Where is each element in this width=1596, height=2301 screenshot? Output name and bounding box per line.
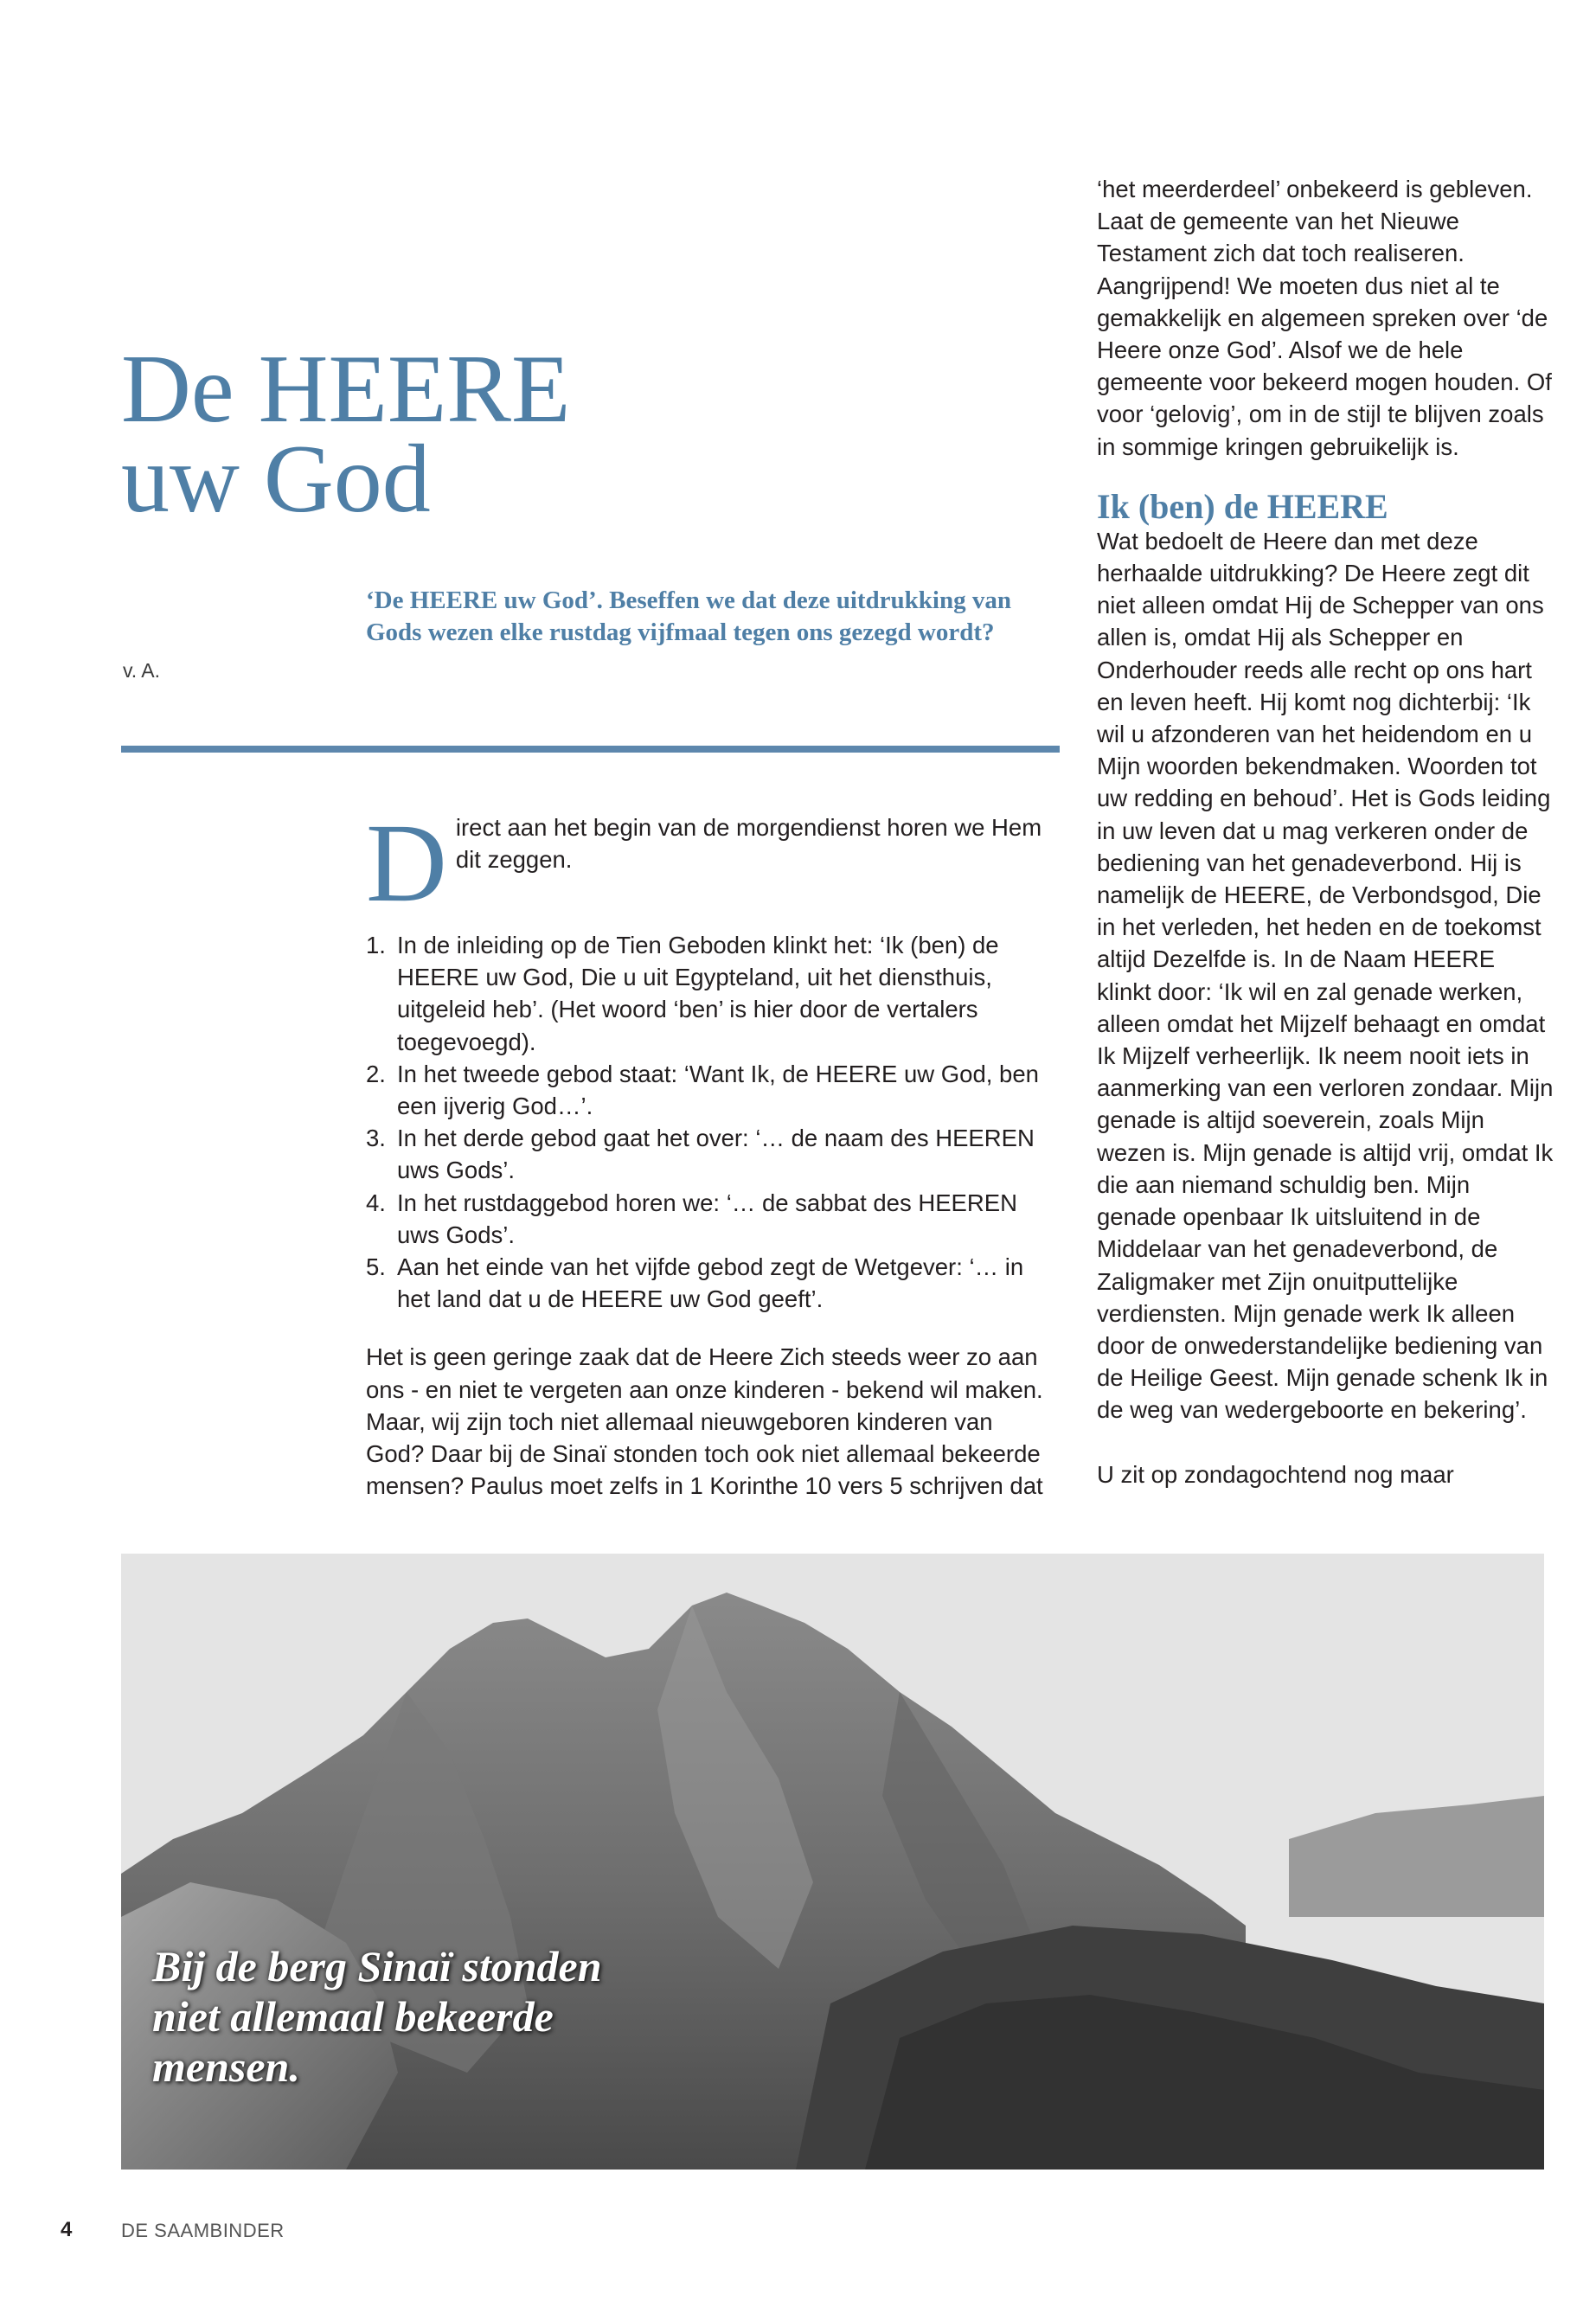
middle-column (366, 801, 1045, 1502)
article-title (121, 336, 727, 533)
list-item (366, 929, 1045, 1058)
list-item (366, 1122, 1045, 1186)
list-text: Aan het einde van het vijfde gebod zegt de Wetgever: ‘… in het land dat u de HEERE uw God geeft’. (397, 1253, 1024, 1313)
magazine-name: DE SAAMBINDER (121, 2220, 285, 2241)
body-paragraph: Wat bedoelt de Heere dan met deze herhaalde uitdrukking? De Heere zegt dit niet alleen omdat Hij de Schepper van ons allen is, omdat Hij als Schepper en Onderhouder reeds alle recht op ons hart en leven heeft. Hij komt nog dichterbij: ‘Ik wil u afzonderen van het heidendom en u Mijn woorden bekendmaken. Woorden tot uw redding en behoud’. Het is Gods leiding in uw leven dat u mag verkeren onder de bediening van het genadeverbond. Hij is namelijk de HEERE, de Verbondsgod, Die in het verleden, het heden en de toekomst altijd Dezelfde is. In de Naam HEERE klinkt door: ‘Ik wil en zal genade werken, alleen omdat het Mijzelf behaagt en omdat Ik Mijzelf verheerlijk. Ik neem nooit iets in aanmerking van een verloren zondaar. Mijn genade is altijd soeverein, zoals Mijn wezen is. Mijn genade is altijd vrij, omdat Ik die aan niemand schuldig ben. Mijn genade openbaar Ik uitsluitend in de Middelaar van het genadeverbond, de Zaligmaker met Zijn onuitputtelijke verdiensten. Mijn genade werk Ik alleen door de onwederstandelijke bediening van de Heilige Geest. Mijn genade schenk Ik in de weg van wedergeboorte en bekering’. (1097, 527, 1554, 1424)
intro-paragraph (366, 801, 1045, 926)
intro-text: irect aan het begin van de morgendienst horen we Hem dit zeggen. (455, 814, 1042, 874)
list-number: 4. (366, 1189, 386, 1216)
title-line-1: De HEERE (121, 336, 571, 443)
list-number: 5. (366, 1253, 386, 1281)
page-number: 4 (61, 2218, 73, 2241)
list-item (366, 1187, 1045, 1251)
right-column (1097, 173, 1555, 1490)
list-item (366, 1251, 1045, 1315)
list-text: In de inleiding op de Tien Geboden klinkt het: ‘Ik (ben) de HEERE uw God, Die u uit Egypteland, uit het diensthuis, uitgeleid heb’. (Het woord ‘ben’ is hier door de vertalers toegevoegd). (397, 932, 999, 1055)
photo-caption: Bij de berg Sinaï stonden niet allemaal bekeerde mensen. (152, 1942, 602, 2091)
commandments-list (366, 929, 1045, 1315)
author-byline: v. A. (123, 659, 161, 682)
list-number: 3. (366, 1125, 386, 1152)
title-line-2: uw God (121, 426, 431, 533)
section-heading: Ik (ben) de HEERE (1097, 486, 1388, 526)
list-number: 2. (366, 1060, 386, 1087)
list-text: In het derde gebod gaat het over: ‘… de naam des HEEREN uws Gods’. (397, 1125, 1035, 1184)
mount-sinai-photo (121, 1554, 1544, 2170)
lead-paragraph: ‘De HEERE uw God’. Beseffen we dat deze uitdrukking van Gods wezen elke rustdag vijfmaal tegen ons gezegd wordt? (366, 586, 1011, 646)
body-paragraph: ‘het meerderdeel’ onbekeerd is gebleven. Laat de gemeente van het Nieuwe Testament zich dat toch realiseren. Aangrijpend! We moeten dus niet al te gemakkelijk en algemeen spreken over ‘de Heere onze God’. Alsof we de hele gemeente voor bekeerd mogen houden. Of voor ‘gelovig’, om in de stijl te blijven zoals in sommige kringen gebruikelijk is. (1097, 176, 1552, 460)
body-paragraph: U zit op zondagochtend nog maar (1097, 1460, 1454, 1488)
body-paragraph: Het is geen geringe zaak dat de Heere Zich steeds weer zo aan ons - en niet te vergeten aan onze kinderen - bekend wil maken. Maar, wij zijn toch niet allemaal nieuwgeboren kinderen van God? Daar bij de Sinaï stonden toch ook niet allemaal bekeerde mensen? Paulus moet zelfs in 1 Korinthe 10 vers 5 schrijven dat (366, 1343, 1043, 1500)
list-number: 1. (366, 932, 386, 958)
drop-cap: D (366, 801, 447, 926)
list-text: In het rustdaggebod horen we: ‘… de sabbat des HEEREN uws Gods’. (397, 1189, 1017, 1248)
list-text: In het tweede gebod staat: ‘Want Ik, de HEERE uw God, ben een ijverig God…’. (397, 1060, 1039, 1120)
section-divider (121, 746, 1060, 753)
list-item (366, 1058, 1045, 1122)
